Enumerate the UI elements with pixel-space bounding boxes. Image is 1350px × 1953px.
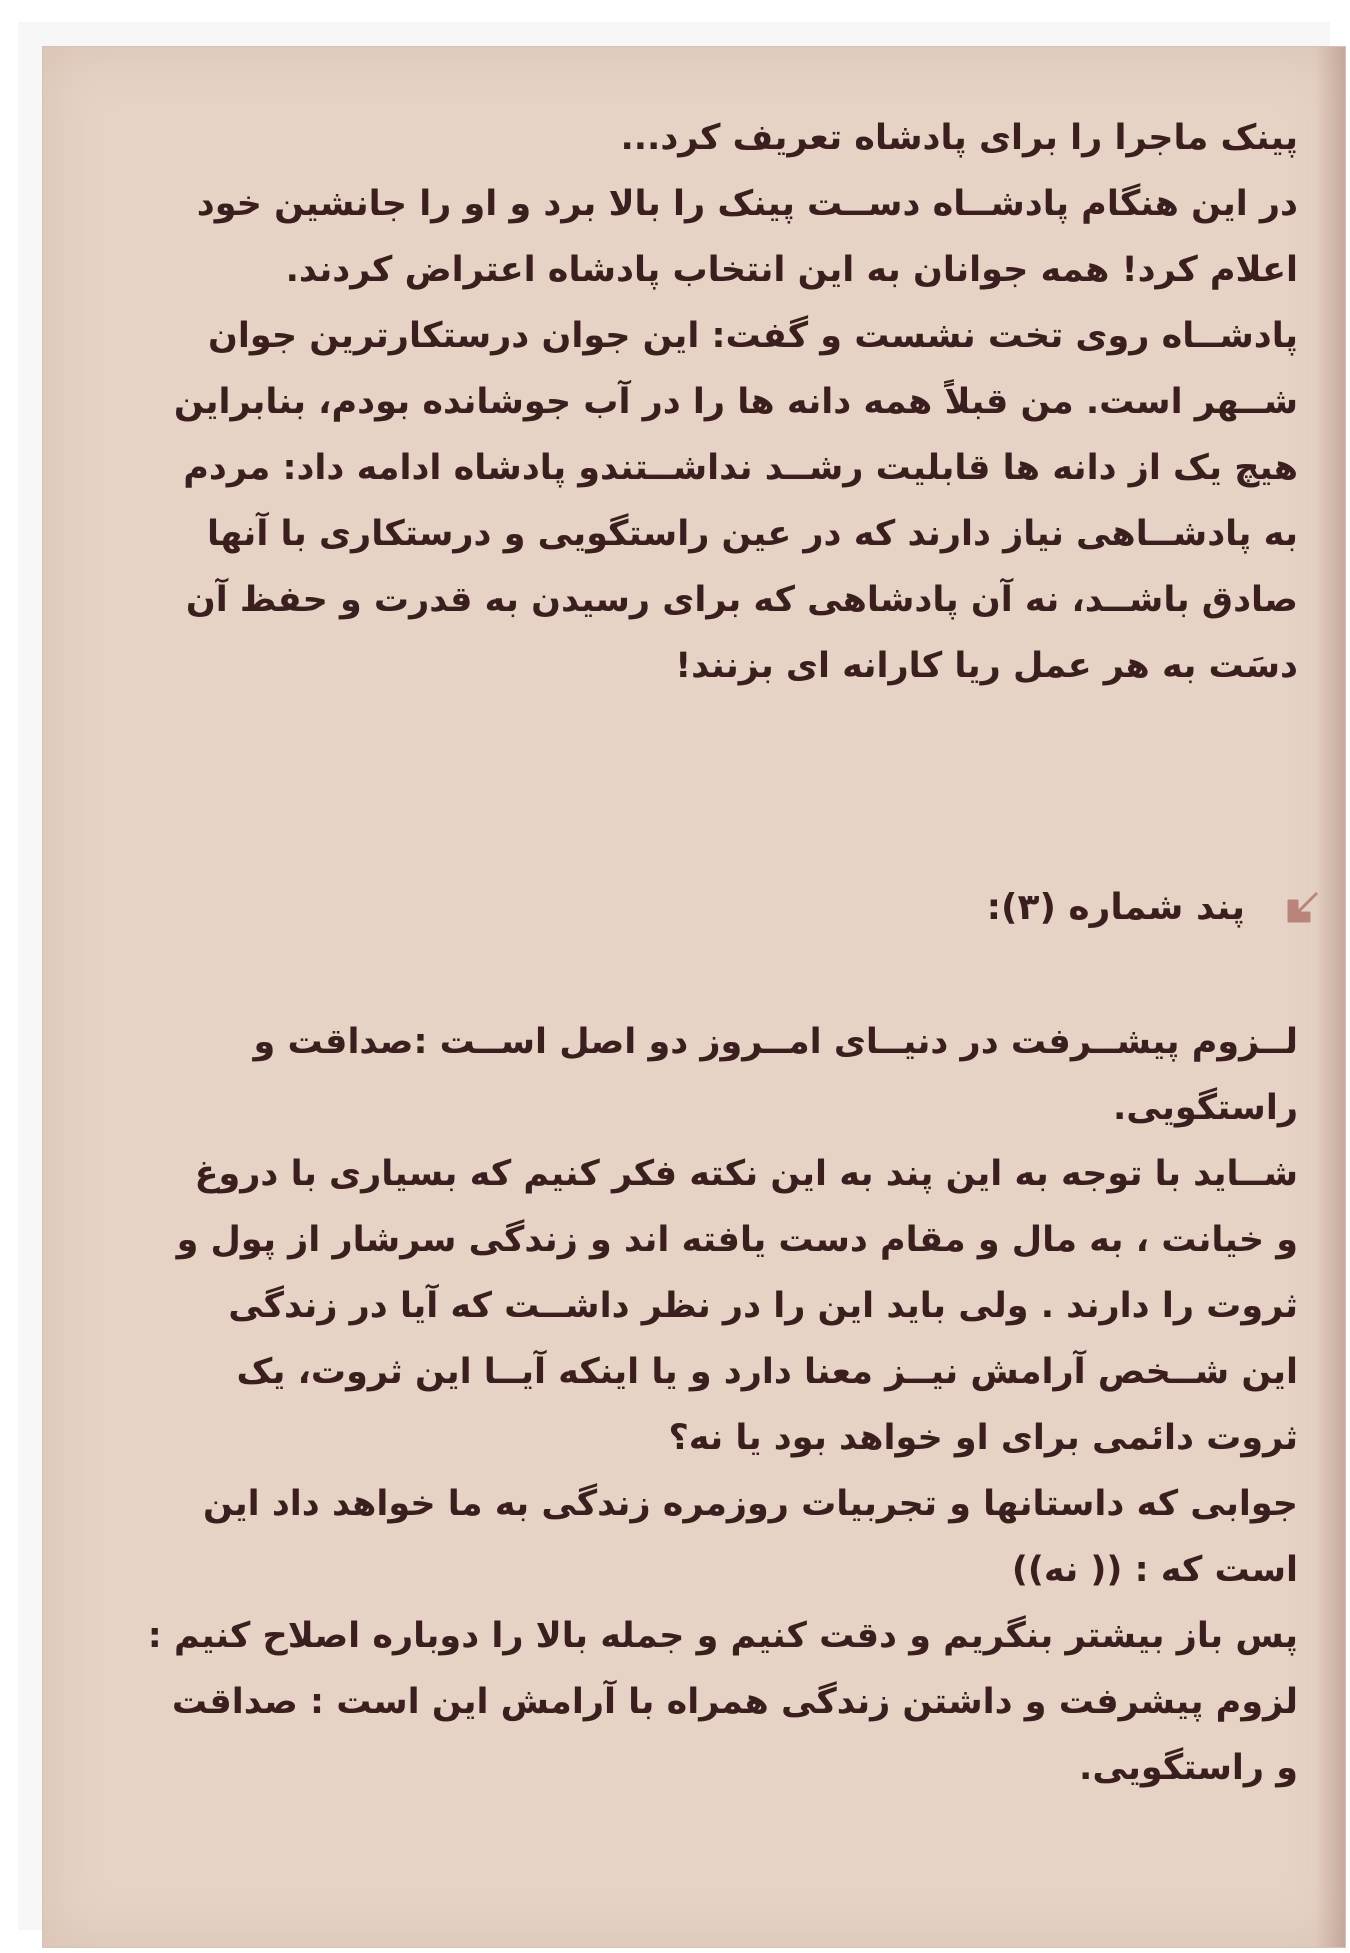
- text-line: پینک ماجرا را برای پادشاه تعریف کرد...: [620, 118, 1298, 158]
- text-line: هیچ یک از دانه ها قابلیت رشــد نداشــتندو پادشاه ادامه داد: مردم: [183, 448, 1298, 488]
- page-edge-shadow: [1315, 47, 1345, 1947]
- text-line: لزوم پیشرفت و داشتن زندگی همراه با آرامش این است : صداقت: [171, 1682, 1298, 1722]
- text-line: در این هنگام پادشــاه دســت پینک را بالا برد و او را جانشین خود: [196, 184, 1298, 224]
- text-line: این شــخص آرامش نیــز معنا دارد و یا اینکه آیــا این ثروت، یک: [236, 1352, 1298, 1392]
- text-line: پس باز بیشتر بنگریم و دقت کنیم و جمله بالا را دوباره اصلاح کنیم :: [147, 1616, 1298, 1656]
- text-line: صادق باشــد، نه آن پادشاهی که برای رسیدن به قدرت و حفظ آن: [185, 580, 1298, 620]
- text-line: دسَت به هر عمل ریا کارانه ای بزنند!: [675, 646, 1298, 686]
- text-line: جوابی که داستانها و تجربیات روزمره زندگی به ما خواهد داد این: [203, 1484, 1298, 1524]
- page-frame: [18, 22, 1330, 1930]
- book-page: [42, 46, 1346, 1948]
- text-line: به پادشــاهی نیاز دارند که در عین راستگویی و درستکاری با آنها: [206, 514, 1298, 554]
- text-line: و خیانت ، به مال و مقام دست یافته اند و زندگی سرشار از پول و: [176, 1220, 1298, 1260]
- arrow-icon: [1283, 887, 1323, 927]
- text-line: لــزوم پیشــرفت در دنیــای امــروز دو اصل اســت :صداقت و: [253, 1022, 1298, 1062]
- text-line: شــاید با توجه به این پند به این نکته فکر کنیم که بسیاری با دروغ: [194, 1154, 1298, 1194]
- lesson-paragraph: [73, 1009, 1298, 1801]
- text-line: اعلام کرد! همه جوانان به این انتخاب پادشاه اعتراض کردند.: [285, 250, 1298, 290]
- section-heading: پند شماره (۳):: [986, 887, 1245, 928]
- story-paragraph: [73, 105, 1298, 699]
- text-line: شــهر است. من قبلاً همه دانه ها را در آب جوشانده بودم، بنابراین: [173, 382, 1298, 422]
- section-heading-row: [73, 873, 1245, 943]
- text-line: ثروت دائمی برای او خواهد بود یا نه؟: [668, 1418, 1298, 1458]
- text-line: راستگویی.: [1113, 1088, 1298, 1128]
- text-line: و راستگویی.: [1079, 1748, 1298, 1788]
- text-line: ثروت را دارند . ولی باید این را در نظر داشــت که آیا در زندگی: [228, 1286, 1298, 1326]
- text-line: پادشــاه روی تخت نشست و گفت: این جوان درستکارترین جوان: [208, 316, 1298, 356]
- text-line: است که : (( نه)): [1011, 1550, 1298, 1590]
